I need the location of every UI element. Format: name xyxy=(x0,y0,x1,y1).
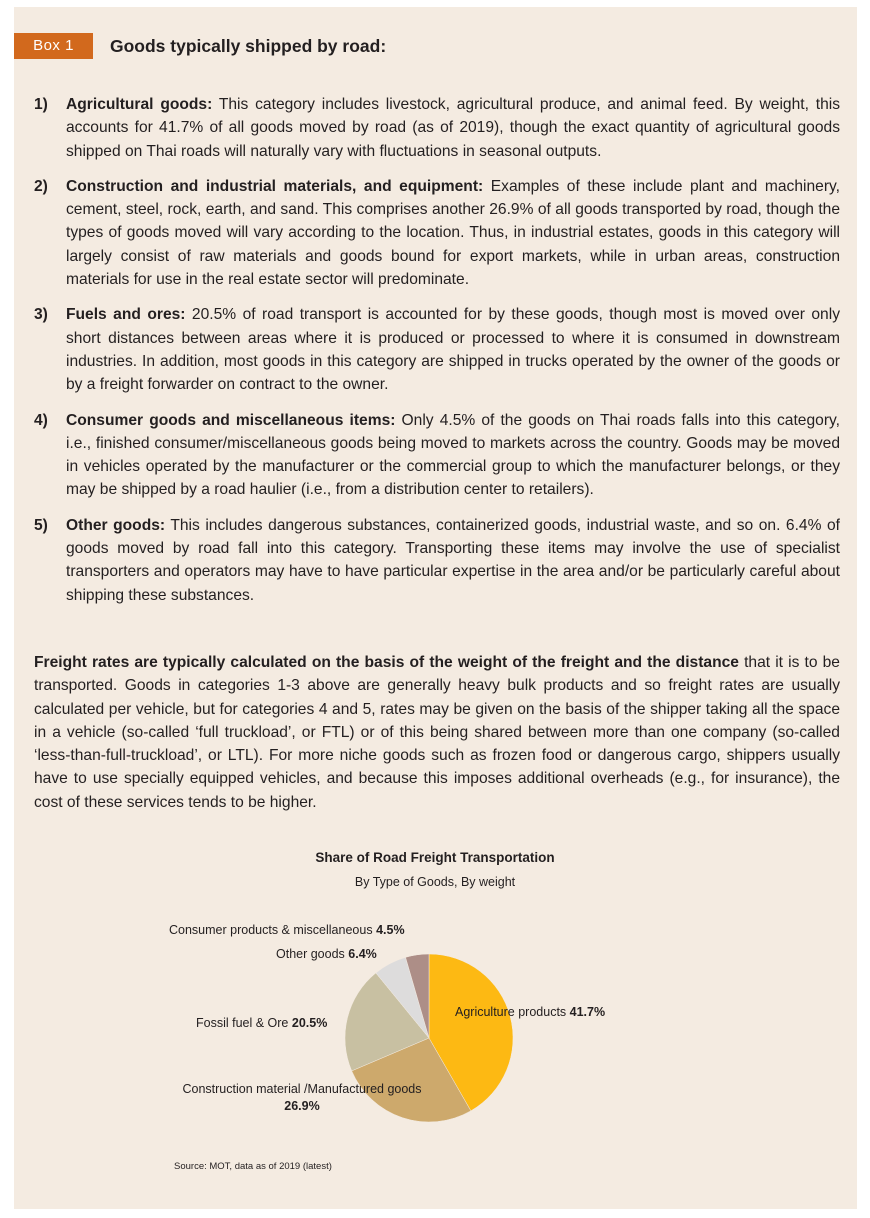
item-body: This category includes livestock, agricultural produce, and animal feed. By weight, this accounts for 41.7% of all goods moved by road (as of 2019), though the exact quantity of agricultural goods shipped on Thai roads will naturally vary with fluctuations in seasonal outputs. xyxy=(66,96,841,160)
label-agriculture-value: 41.7% xyxy=(569,1005,606,1019)
box-tag: Box 1 xyxy=(14,33,93,59)
label-other-goods-name: Other goods xyxy=(276,947,345,961)
label-agriculture-name: Agriculture products xyxy=(455,1005,567,1019)
box-title: Goods typically shipped by road: xyxy=(110,36,387,56)
label-construction-name: Construction material /Manufactured goods xyxy=(182,1082,422,1096)
item-body: 20.5% of road transport is accounted for by these goods, though most is moved over only short distances between areas where it is produced or processed to where it is consumed in downstream industries. In addition, most goods in this category are shipped in trucks operated by the owner of the goods or by a freight forwarder on contract to the owner. xyxy=(66,306,840,394)
label-agriculture xyxy=(455,1004,605,1021)
item-body: Only 4.5% of the goods on Thai roads falls into this category, i.e., finished consumer/miscellaneous goods being moved to markets across the country. Goods may be moved in vehicles operated by the manufacturer or the commercial group to which the manufacturer belongs, or they may be shipped by a road haulier (i.e., from a distribution center to retailers). xyxy=(66,411,840,499)
paragraph-bold: Freight rates are typically calculated on the basis of the weight of the freight and the distance xyxy=(34,654,739,671)
label-construction-value: 26.9% xyxy=(284,1099,320,1113)
label-other-goods xyxy=(276,946,377,963)
label-consumer-products xyxy=(169,922,405,939)
label-consumer-products-name: Consumer products & miscellaneous xyxy=(169,923,373,937)
label-construction xyxy=(168,1081,436,1115)
item-heading: Fuels and ores: xyxy=(66,306,186,324)
item-number: 3) xyxy=(34,306,48,324)
label-other-goods-value: 6.4% xyxy=(348,947,377,961)
chart-source: Source: MOT, data as of 2019 (latest) xyxy=(174,1161,332,1172)
item-number: 2) xyxy=(34,177,48,195)
item-body: Examples of these include plant and machinery, cement, steel, rock, earth, and sand. This comprises another 26.9% of all goods transported by road, though the types of goods moved will vary according to the location. Thus, in industrial estates, goods in this category will largely consist of raw materials and goods bound for export markets, while in urban areas, construction materials for use in the real estate sector will predominate. xyxy=(66,177,840,289)
item-number: 4) xyxy=(34,411,48,429)
label-fossil-fuel-name: Fossil fuel & Ore xyxy=(196,1016,289,1030)
item-number: 5) xyxy=(34,516,48,534)
paragraph-rest: that it is to be transported. Goods in categories 1-3 above are generally heavy bulk products and so freight rates are usually calculated per vehicle, but for categories 4 and 5, rates may be given on the basis of the shipper taking all the space in a vehicle (so-called ‘full truckload’, or FTL) or of this being shared between more than one company (so-called ‘less-than-full-truckload’, or LTL). For more niche goods such as frozen food or dangerous cargo, shippers usually have to use specially equipped vehicles, and because this imposes additional overheads (e.g., for insurance), the cost of these services tends to be higher. xyxy=(34,654,840,811)
label-fossil-fuel xyxy=(196,1015,327,1032)
chart-subtitle: By Type of Goods, By weight xyxy=(354,875,516,889)
item-heading: Agricultural goods: xyxy=(66,96,213,113)
item-heading: Other goods: xyxy=(66,516,166,534)
chart-title: Share of Road Freight Transportation xyxy=(315,850,555,865)
item-body: This includes dangerous substances, containerized goods, industrial waste, and so on. 6.4% of goods moved by road fall into this category. Transporting these items may involve the use of specialist transporters and operators may have to have particular expertise in the area and/or be particularly careful about shipping these substances. xyxy=(66,516,841,604)
item-heading: Construction and industrial materials, and equipment: xyxy=(66,177,484,195)
item-heading: Consumer goods and miscellaneous items: xyxy=(66,411,396,429)
label-fossil-fuel-value: 20.5% xyxy=(291,1016,328,1030)
item-number: 1) xyxy=(34,96,48,113)
label-consumer-products-value: 4.5% xyxy=(376,923,405,937)
